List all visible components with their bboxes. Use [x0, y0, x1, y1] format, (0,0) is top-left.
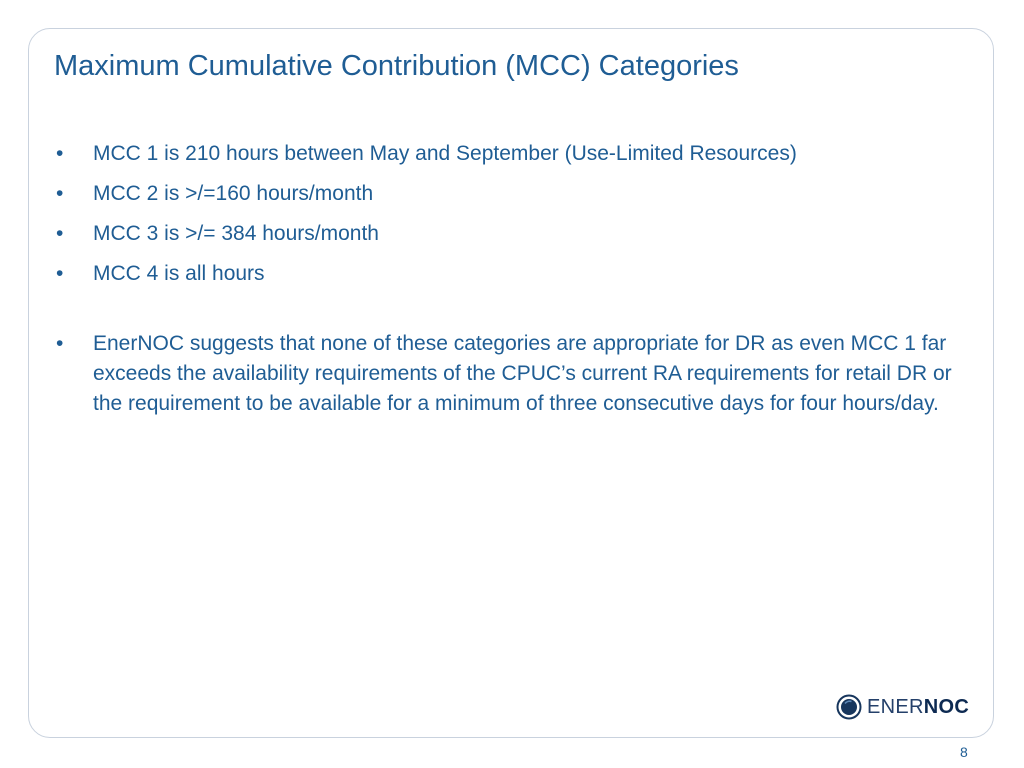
page-number: 8: [960, 744, 968, 760]
bullet-marker: •: [56, 142, 64, 165]
logo-wordmark: [867, 693, 969, 721]
logo-circle-icon: [836, 694, 862, 720]
bullet-item: [56, 259, 956, 289]
bullet-list: [56, 139, 956, 429]
bullet-item: [56, 179, 956, 209]
bullet-text: MCC 4 is all hours: [93, 262, 265, 285]
bullet-marker: •: [56, 182, 64, 205]
bullet-text: MCC 2 is >/=160 hours/month: [93, 182, 374, 205]
bullet-marker: •: [56, 332, 64, 355]
bullet-item: [56, 139, 956, 169]
bullet-item: [56, 329, 956, 419]
logo-text-bold: NOC: [923, 696, 970, 718]
bullet-marker: •: [56, 262, 64, 285]
enernoc-logo: [836, 693, 969, 721]
bullet-marker: •: [56, 222, 64, 245]
logo-text-light: ENER: [867, 696, 924, 718]
bullet-item: [56, 219, 956, 249]
slide-title: Maximum Cumulative Contribution (MCC) Categories: [54, 50, 739, 82]
bullet-text: MCC 1 is 210 hours between May and September (Use-Limited Resources): [93, 142, 797, 165]
bullet-text: EnerNOC suggests that none of these categories are appropriate for DR as even MCC 1 far exceeds the availability requirements of the CPUC’s current RA requirements for retail DR or the requirement to be available for a minimum of three consecutive days for four hours/day.: [93, 332, 952, 415]
bullet-text: MCC 3 is >/= 384 hours/month: [93, 222, 379, 245]
